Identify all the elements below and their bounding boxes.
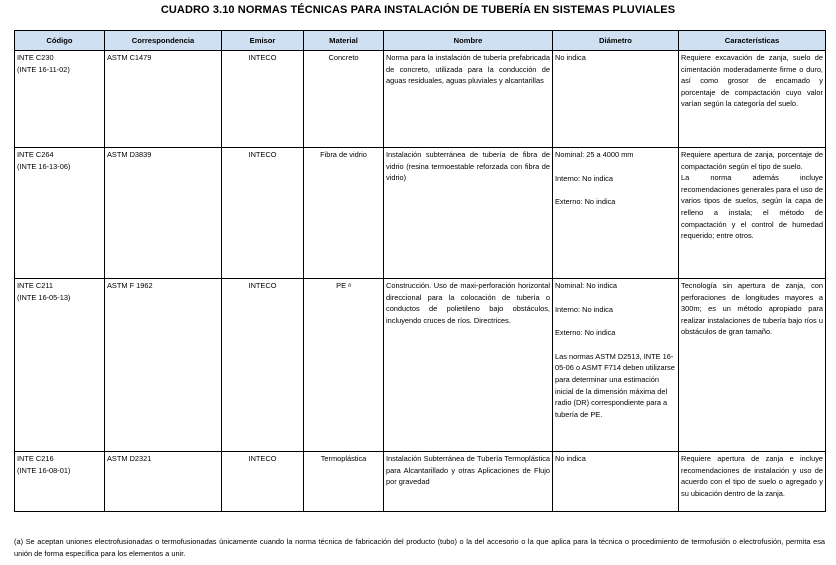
codigo-line: (INTE 16-13-06) xyxy=(17,161,71,171)
codigo-line: (INTE 16-08-01) xyxy=(17,465,71,475)
cell-nombre: Construcción. Uso de maxi-perforación horizontal direccional para la colocación de tubería o conductos de polietileno bajo obstáculos, incluyendo cruces de ríos. Directrices. xyxy=(384,279,553,452)
cell-diametro xyxy=(553,51,679,148)
cell-diametro xyxy=(553,452,679,512)
cell-nombre: Norma para la instalación de tubería prefabricada de concreto, utilizada para la conducción de aguas residuales, aguas pluviales y alcantarillas xyxy=(384,51,553,148)
footnote: (a) Se aceptan uniones electrofusionadas o termofusionadas únicamente cuando la norma técnica de fabricación del producto (tubo) o la del accesorio o la que aplica para la técnica o procedimiento de termofusión o electrofusión, permita esa unión de forma específica para los elementos a unir. xyxy=(14,537,825,558)
diametro-note: Las normas ASTM D2513, INTE 16-05-06 o ASMT F714 deben utilizarse para determinar una estimación inicial de la dimensión máxima del radio (DR) correspondiente para a tubería de PE. xyxy=(555,351,675,419)
header-codigo: Código xyxy=(15,31,105,51)
diametro-line: Externo: No indica xyxy=(555,328,616,338)
table-row xyxy=(15,51,826,148)
cell-nombre: Instalación subterránea de tubería de fibra de vidrio (resina termoestable reforzada con fibra de vidrio) xyxy=(384,148,553,279)
cell-codigo xyxy=(15,51,105,148)
diametro-line: Nominal: No indica xyxy=(555,281,618,290)
cell-material: Fibra de vidrio xyxy=(304,148,384,279)
table-row xyxy=(15,452,826,512)
diametro-line: Interno: No indica xyxy=(555,304,613,314)
cell-emisor: INTECO xyxy=(222,279,304,452)
caracteristicas-paragraph: Requiere apertura de zanja, porcentaje de compactación según el tipo de suelo. xyxy=(681,150,823,171)
cell-caracteristicas xyxy=(679,148,826,279)
codigo-line: INTE C216 xyxy=(17,454,54,463)
cell-correspondencia: ASTM F 1962 xyxy=(105,279,222,452)
header-caracteristicas: Características xyxy=(679,31,826,51)
cell-caracteristicas xyxy=(679,279,826,452)
cell-correspondencia: ASTM C1479 xyxy=(105,51,222,148)
header-nombre: Nombre xyxy=(384,31,553,51)
cell-material: PE ᵃ xyxy=(304,279,384,452)
codigo-line: (INTE 16-05-13) xyxy=(17,292,71,302)
header-material: Material xyxy=(304,31,384,51)
cell-correspondencia: ASTM D3839 xyxy=(105,148,222,279)
diametro-line: No indica xyxy=(555,454,586,463)
cell-codigo xyxy=(15,452,105,512)
caracteristicas-paragraph: Requiere apertura de zanja e incluye recomendaciones de instalación y uso de acuerdo con el tipo de suelo o agregado y su ubicación dentro de la zanja. xyxy=(681,454,823,498)
caracteristicas-paragraph: Requiere excavación de zanja, suelo de cimentación moderadamente firme o duro, así como grosor de encamado y porcentaje de compactación cuyo valor varían según la categoría del suelo. xyxy=(681,53,823,109)
header-diametro: Diámetro xyxy=(553,31,679,51)
diametro-line: Interno: No indica xyxy=(555,173,613,183)
cell-nombre: Instalación Subterránea de Tubería Termoplástica para Alcantarillado y otras Aplicaciones de Flujo por gravedad xyxy=(384,452,553,512)
table-row xyxy=(15,148,826,279)
cell-emisor: INTECO xyxy=(222,51,304,148)
codigo-line: INTE C211 xyxy=(17,281,54,290)
cell-material: Termoplástica xyxy=(304,452,384,512)
cell-emisor: INTECO xyxy=(222,148,304,279)
caracteristicas-paragraph: La norma además incluye recomendaciones generales para el uso de varios tipos de suelos, según la capa de relleno a instala; el método de compactación y el control de humedad requerido; entre otros. xyxy=(681,173,823,241)
codigo-line: INTE C230 xyxy=(17,53,54,62)
header-emisor: Emisor xyxy=(222,31,304,51)
cell-emisor: INTECO xyxy=(222,452,304,512)
caracteristicas-paragraph: Tecnología sin apertura de zanja, con perforaciones de longitudes mayores a 300m; es un método apropiado para realizar instalaciones de tubería bajo ríos u obstáculos de gran tamaño. xyxy=(681,281,823,337)
diametro-line: No indica xyxy=(555,53,586,62)
diametro-line: Nominal: 25 a 4000 mm xyxy=(555,150,634,159)
header-correspondencia: Correspondencia xyxy=(105,31,222,51)
table-title: CUADRO 3.10 NORMAS TÉCNICAS PARA INSTALACIÓN DE TUBERÍA EN SISTEMAS PLUVIALES xyxy=(160,4,676,16)
cell-material: Concreto xyxy=(304,51,384,148)
standards-table xyxy=(14,30,826,512)
codigo-line: INTE C264 xyxy=(17,150,54,159)
codigo-line: (INTE 16-11-02) xyxy=(17,64,70,74)
header-row xyxy=(15,31,826,51)
cell-codigo xyxy=(15,279,105,452)
diametro-line: Externo: No indica xyxy=(555,197,616,207)
cell-caracteristicas xyxy=(679,452,826,512)
table-row xyxy=(15,279,826,452)
cell-caracteristicas xyxy=(679,51,826,148)
cell-diametro xyxy=(553,279,679,452)
cell-diametro xyxy=(553,148,679,279)
cell-codigo xyxy=(15,148,105,279)
cell-correspondencia: ASTM D2321 xyxy=(105,452,222,512)
